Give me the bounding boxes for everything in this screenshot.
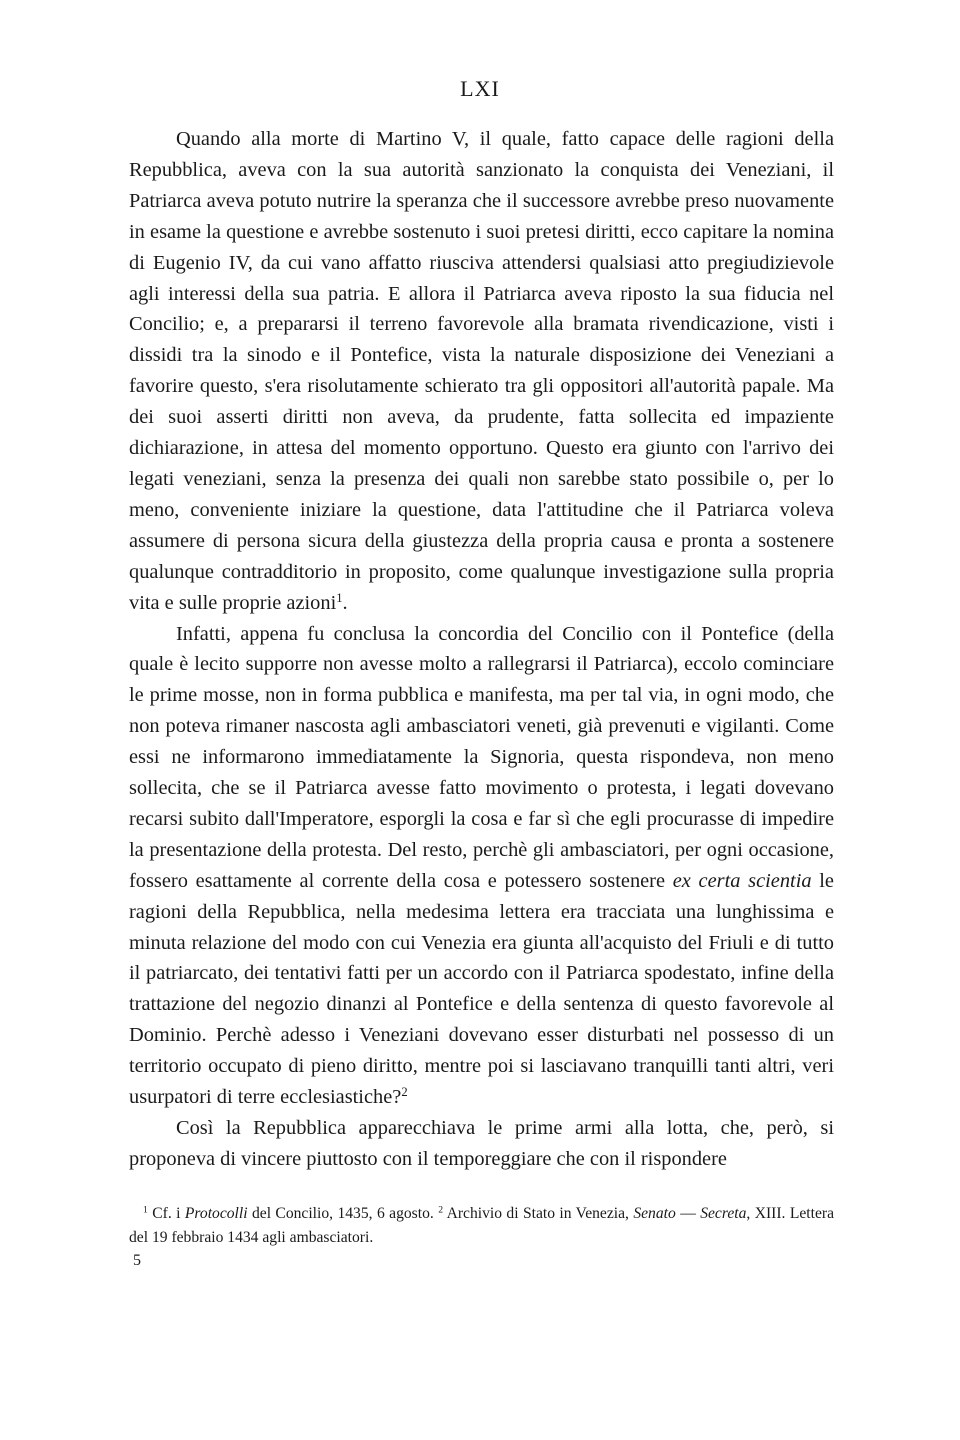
footnote-ref-1: 1 bbox=[336, 590, 343, 605]
footnote-1-italic: Protocolli bbox=[184, 1205, 248, 1222]
footnote-text bbox=[129, 1202, 834, 1249]
paragraph-1-text: Quando alla morte di Martino V, il quale, fatto capace delle ragioni della Repubblica, aveva con la sua autorità sanzionato la conquista dei Veneziani, il Patriarca aveva potuto nutrire la speranza che il successore avrebbe preso nuovamente in esame la questione e avrebbe sostenuto i suoi pretesi diritti, ecco capitare la nomina di Eugenio IV, da cui vano affatto riusciva attendersi qualsiasi atto pregiudizievole agli interessi della sua patria. E allora il Patriarca aveva riposto la sua fiducia nel Concilio; e, a prepararsi il terreno favorevole alla bramata rivendicazione, visti i dissidi tra la sinodo e il Pontefice, vista la naturale disposizione dei Veneziani a favorire questo, s'era risolutamente schierato tra gli oppositori all'autorità papale. Ma dei suoi asserti diritti non aveva, da prudente, fatta sollecita ed impaziente dichiarazione, in attesa del momento opportuno. Questo era giunto con l'arrivo dei legati veneziani, senza la presenza dei quali non sarebbe stato possibile o, per lo meno, conveniente iniziare la questione, data l'attitudine che il Patriarca voleva assumere di persona sicura della giustezza della propria causa e pronta a sostenere qualunque contradditorio in proposito, come qualunque investigazione sulla propria vita e sulle proprie azioni bbox=[129, 128, 834, 614]
footnote-2-text-b: , XIII. Lettera del 19 febbraio 1434 agli ambasciatori. bbox=[129, 1205, 834, 1246]
paragraph-1 bbox=[129, 124, 834, 619]
page-number: LXI bbox=[460, 76, 500, 101]
paragraph-1-end: . bbox=[342, 591, 348, 614]
paragraph-2-italic: ex certa scientia bbox=[672, 869, 812, 892]
paragraph-2-text-a: Infatti, appena fu conclusa la concordia del Concilio con il Pontefice (della quale è lecito supporre non avesse molto a rallegrarsi il Patriarca), eccolo cominciare le prime mosse, non in forma pubblica e manifesta, ma per tal via, in ogni modo, che non poteva rimaner nascosta agli ambasciatori veneti, già prevenuti e vigilanti. Come essi ne informarono immediatamente la Signoria, questa rispondeva, non meno sollecita, che se il Patriarca avesse fatto movimento o protesta, i legati dovevano recarsi subito dall'Imperatore, esporgli la cosa e far sì che egli procurasse di impedire la presentazione della protesta. Del resto, perchè gli ambasciatori, per ogni occasione, fossero esattamente al corrente della cosa e potessero sostenere bbox=[129, 622, 834, 892]
signature-mark: 5 bbox=[133, 1252, 141, 1269]
footnote-2-dash: — bbox=[675, 1205, 701, 1222]
paragraph-2 bbox=[129, 619, 834, 1114]
footnote-1-text-a: Cf. i bbox=[147, 1205, 185, 1222]
footnote-2-italic-1: Senato bbox=[633, 1205, 676, 1222]
footnote-2-text-a: Archivio di Stato in Venezia, bbox=[443, 1205, 634, 1222]
footnotes bbox=[129, 1202, 834, 1249]
main-text bbox=[129, 124, 834, 1175]
footnote-2-italic-2: Secreta bbox=[700, 1205, 747, 1222]
paragraph-3: Così la Repubblica apparecchiava le prime armi alla lotta, che, però, si proponeva di vincere piuttosto con il temporeggiare che con il rispondere bbox=[129, 1117, 834, 1170]
footnote-1-text-b: del Concilio, 1435, 6 agosto. bbox=[247, 1205, 439, 1222]
footnote-ref-2: 2 bbox=[401, 1085, 408, 1100]
footnote-mark-1: 1 bbox=[143, 1204, 148, 1216]
footnote-mark-2: 2 bbox=[438, 1204, 444, 1216]
paragraph-2-text-b: le ragioni della Repubblica, nella medesima lettera era tracciata una lunghissima e minuta relazione del modo con cui Venezia era giunta all'acquisto del Friuli e di tutto il patriarcato, dei tentativi fatti per un accordo con il Patriarca spodestato, infine della trattazione del negozio dinanzi al Pontefice e della sentenza di questo favorevole al Dominio. Perchè adesso i Veneziani dovevano esser disturbati nel possesso di un territorio occupato di pieno diritto, mentre poi si lasciavano tranquilli tanti altri, veri usurpatori di terre ecclesiastiche? bbox=[129, 869, 834, 1109]
